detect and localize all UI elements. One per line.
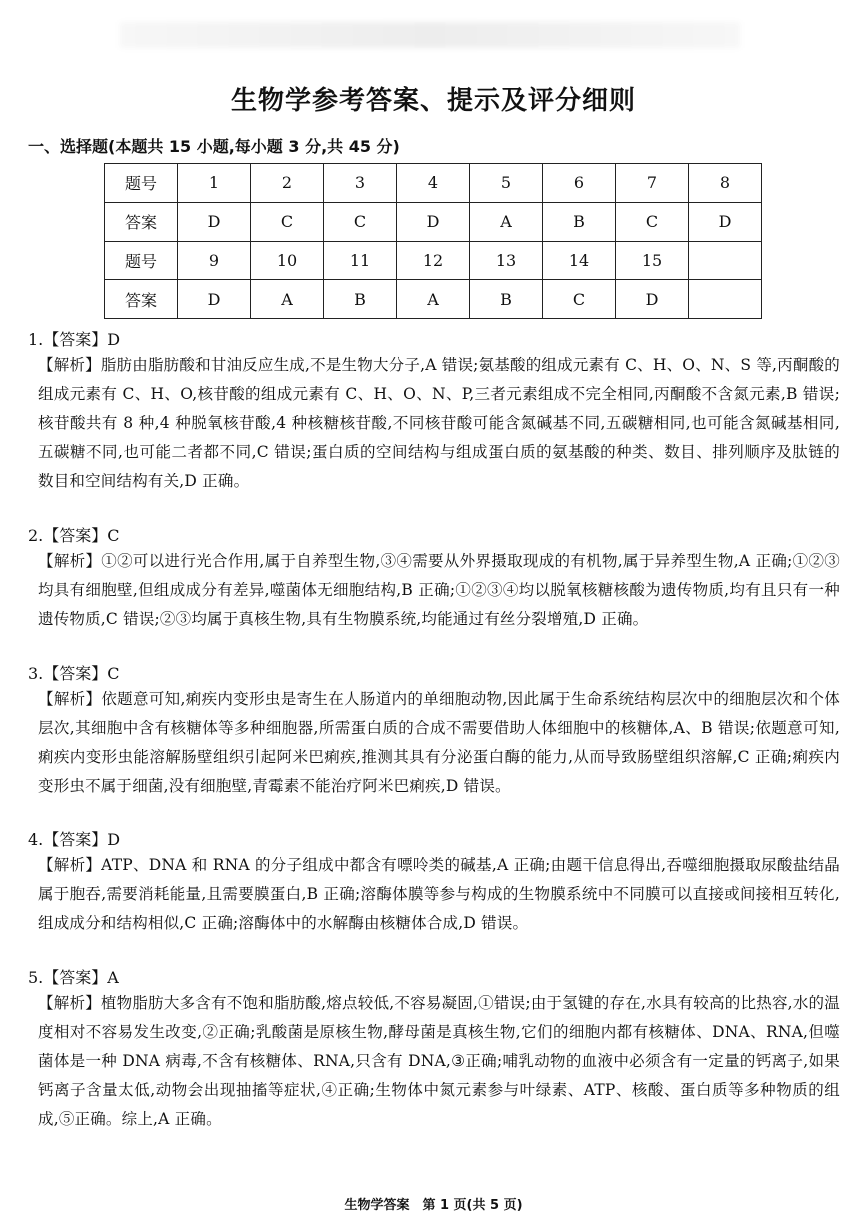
table-cell: 12: [397, 241, 470, 280]
table-cell: 15: [616, 241, 689, 280]
table-cell: 答案: [105, 202, 178, 241]
answer-table: [104, 163, 762, 319]
table-cell: A: [397, 280, 470, 319]
table-cell: 题号: [105, 164, 178, 203]
table-cell: 13: [470, 241, 543, 280]
table-cell: 10: [251, 241, 324, 280]
answer-heading: 1.【答案】D: [28, 330, 121, 349]
table-cell: 5: [470, 164, 543, 203]
table-cell: D: [689, 202, 762, 241]
table-cell: 14: [543, 241, 616, 280]
answer-heading: 3.【答案】C: [28, 664, 120, 683]
table-cell: 2: [251, 164, 324, 203]
table-cell: C: [251, 202, 324, 241]
table-cell: 答案: [105, 280, 178, 319]
table-cell: 9: [178, 241, 251, 280]
table-cell: 3: [324, 164, 397, 203]
analysis-text: 【解析】植物脂肪大多含有不饱和脂肪酸,熔点较低,不容易凝固,①错误;由于氢键的存在,水具有较高的比热容,水的温度相对不容易发生改变,②正确;乳酸菌是原核生物,酵母菌是真核生物,它们的细胞内都有核糖体、DNA、RNA,但噬菌体是一种 DNA 病毒,不含有核糖体、RNA,只含有 DNA,③正确;哺乳动物的血液中必须含有一定量的钙离子,如果钙离子含量太低,动物会出现抽搐等症状,④正确;生物体中氮元素参与叶绿素、ATP、核酸、蛋白质等多种物质的组成,⑤正确。综上,A 正确。: [38, 994, 840, 1128]
answer-heading: 5.【答案】A: [28, 968, 119, 987]
table-cell: 8: [689, 164, 762, 203]
table-cell: B: [470, 280, 543, 319]
answer-heading: 2.【答案】C: [28, 526, 120, 545]
table-cell: 6: [543, 164, 616, 203]
scan-smudge: [120, 22, 740, 48]
table-cell: 题号: [105, 241, 178, 280]
table-cell: B: [324, 280, 397, 319]
section-heading: 一、选择题(本题共 15 小题,每小题 3 分,共 45 分): [28, 137, 400, 156]
answer-heading: 4.【答案】D: [28, 830, 121, 849]
analysis-text: 【解析】脂肪由脂肪酸和甘油反应生成,不是生物大分子,A 错误;氨基酸的组成元素有 C、H、O、N、S 等,丙酮酸的组成元素有 C、H、O,核苷酸的组成元素有 C、H、O、N、P,三者元素组成不完全相同,丙酮酸不含氮元素,B 错误;核苷酸共有 8 种,4 种脱氧核苷酸,4 种核糖核苷酸,不同核苷酸可能含氮碱基不同,五碳糖相同,也可能含氮碱基相同,五碳糖不同,也可能二者都不同,C 错误;蛋白质的空间结构与组成蛋白质的氨基酸的种类、数目、排列顺序及肽链的数目和空间结构有关,D 正确。: [38, 356, 840, 490]
table-cell: D: [178, 202, 251, 241]
question-4: [28, 828, 840, 938]
analysis-text: 【解析】ATP、DNA 和 RNA 的分子组成中都含有嘌呤类的碱基,A 正确;由题干信息得出,吞噬细胞摄取尿酸盐结晶属于胞吞,需要消耗能量,且需要膜蛋白,B 正确;溶酶体膜等参与构成的生物膜系统中不同膜可以直接或间接相互转化,组成成分和结构相似,C 正确;溶酶体中的水解酶由核糖体合成,D 错误。: [38, 856, 840, 932]
table-cell: A: [251, 280, 324, 319]
question-3: [28, 662, 840, 801]
table-cell: [689, 241, 762, 280]
table-row: [105, 241, 762, 280]
table-cell: 7: [616, 164, 689, 203]
table-cell: C: [543, 280, 616, 319]
table-row: [105, 164, 762, 203]
table-cell: [689, 280, 762, 319]
table-cell: 1: [178, 164, 251, 203]
table-cell: C: [616, 202, 689, 241]
table-cell: 11: [324, 241, 397, 280]
analysis-text: 【解析】依题意可知,痢疾内变形虫是寄生在人肠道内的单细胞动物,因此属于生命系统结构层次中的细胞层次和个体层次,其细胞中含有核糖体等多种细胞器,所需蛋白质的合成不需要借助人体细胞中的核糖体,A、B 错误;依题意可知,痢疾内变形虫能溶解肠壁组织引起阿米巴痢疾,推测其具有分泌蛋白酶的能力,从而导致肠壁组织溶解,C 正确;痢疾内变形虫不属于细菌,没有细胞壁,青霉素不能治疗阿米巴痢疾,D 错误。: [38, 690, 840, 795]
table-row: [105, 202, 762, 241]
table-cell: A: [470, 202, 543, 241]
page-title: 生物学参考答案、提示及评分细则: [230, 86, 636, 116]
table-cell: D: [397, 202, 470, 241]
table-row: [105, 280, 762, 319]
table-cell: D: [616, 280, 689, 319]
page-footer: 生物学答案 第 1 页(共 5 页): [344, 1198, 523, 1213]
question-1: [28, 328, 840, 496]
analysis-text: 【解析】①②可以进行光合作用,属于自养型生物,③④需要从外界摄取现成的有机物,属于异养型生物,A 正确;①②③均具有细胞壁,但组成成分有差异,噬菌体无细胞结构,B 正确;①②③④均以脱氧核糖核酸为遗传物质,均有且只有一种遗传物质,C 错误;②③均属于真核生物,具有生物膜系统,均能通过有丝分裂增殖,D 正确。: [38, 552, 840, 628]
table-cell: B: [543, 202, 616, 241]
question-2: [28, 524, 840, 634]
table-cell: D: [178, 280, 251, 319]
table-cell: 4: [397, 164, 470, 203]
table-cell: C: [324, 202, 397, 241]
question-5: [28, 966, 840, 1134]
